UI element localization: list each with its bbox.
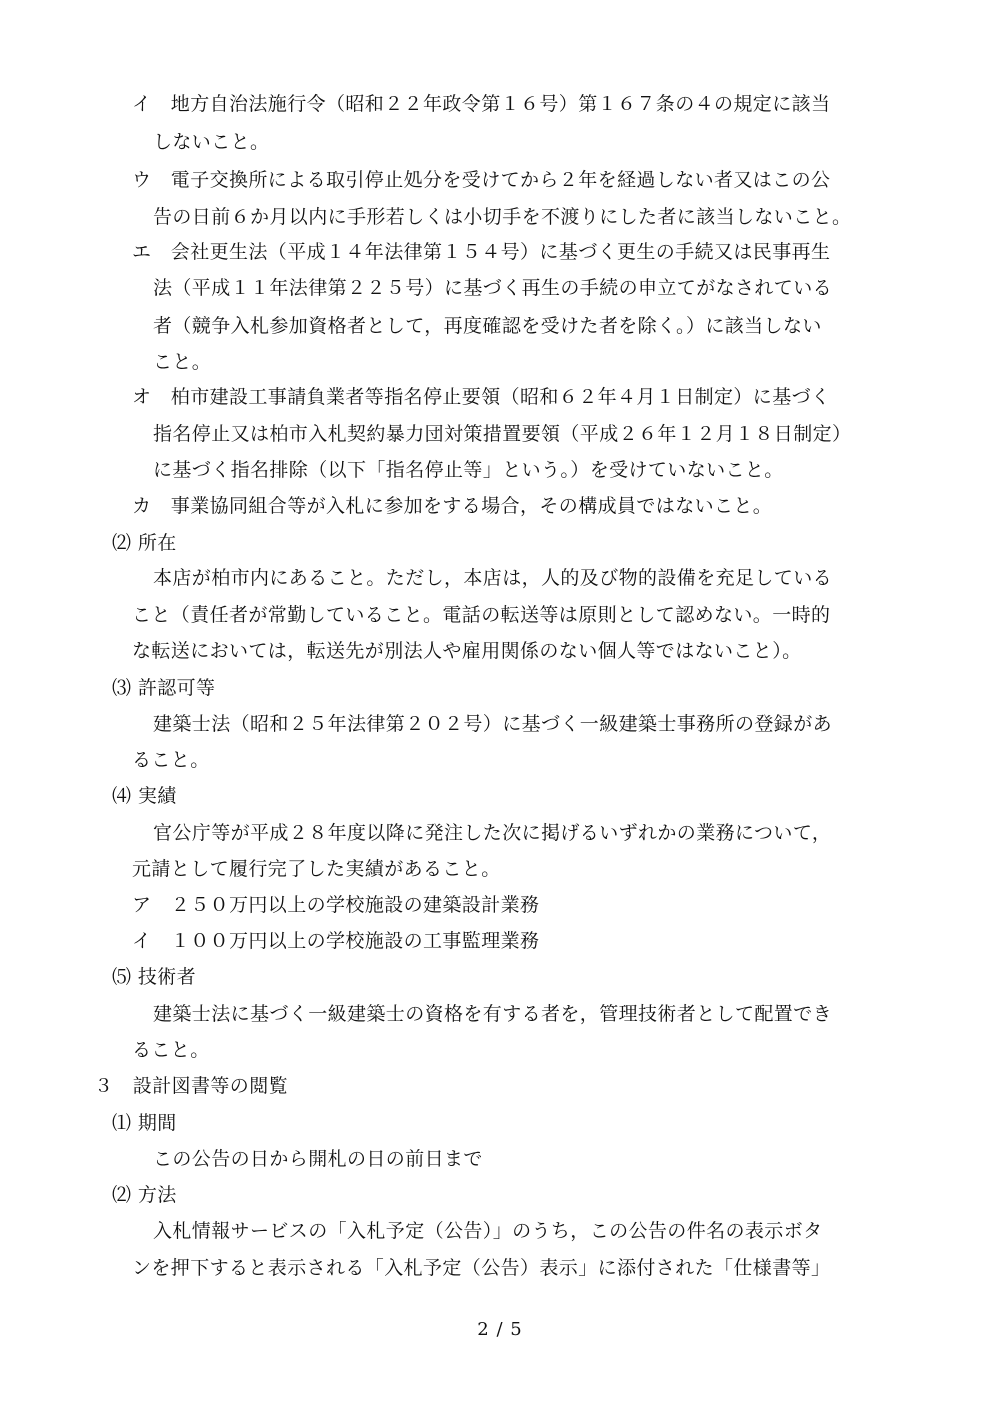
section-3-heading: ⑶ 許認可等 [112,677,216,699]
item-e-line-1: エ 会社更生法（平成１４年法律第１５４号）に基づく更生の手続又は民事再生 [132,241,831,263]
item-e-line-3: 者（競争入札参加資格者として，再度確認を受けた者を除く。）に該当しない [153,315,822,337]
chapter-3-sub-2-line-2: ンを押下すると表示される「入札予定（公告）表示」に添付された「仕様書等」 [132,1257,831,1279]
section-5-line-2: ること。 [132,1039,210,1061]
item-ka-line-1: カ 事業協同組合等が入札に参加をする場合，その構成員ではないこと。 [132,495,773,517]
chapter-3-sub-1-line-1: この公告の日から開札の日の前日まで [153,1148,483,1170]
section-5-line-1: 建築士法に基づく一級建築士の資格を有する者を，管理技術者として配置でき [153,1003,833,1025]
item-i-line-2: しないこと。 [153,131,270,153]
item-i-line-1: イ 地方自治法施行令（昭和２２年政令第１６号）第１６７条の４の規定に該当 [132,93,831,115]
item-o-line-3: に基づく指名排除（以下「指名停止等」という。）を受けていないこと。 [153,459,784,481]
section-3-line-2: ること。 [132,749,210,771]
section-3-line-1: 建築士法（昭和２５年法律第２０２号）に基づく一級建築士事務所の登録があ [153,713,833,735]
item-u-line-1: ウ 電子交換所による取引停止処分を受けてから２年を経過しない者又はこの公 [132,169,831,191]
section-4-line-2: 元請として履行完了した実績があること。 [132,858,501,880]
page-number: 2 / 5 [477,1319,523,1340]
section-4-item-i: イ １００万円以上の学校施設の工事監理業務 [132,930,540,952]
item-u-line-2: 告の日前６か月以内に手形若しくは小切手を不渡りにした者に該当しないこと。 [153,206,852,228]
item-e-line-4: こと。 [153,351,212,373]
section-5-heading: ⑸ 技術者 [112,966,197,988]
item-e-line-2: 法（平成１１年法律第２２５号）に基づく再生の手続の申立てがなされている [153,277,833,299]
section-2-line-2: こと（責任者が常勤していること。電話の転送等は原則として認めない。一時的 [132,604,831,626]
section-4-heading: ⑷ 実績 [112,785,177,807]
chapter-3-sub-2-line-1: 入札情報サービスの「入札予定（公告）」のうち，この公告の件名の表示ボタ [153,1220,823,1242]
chapter-3-sub-2-heading: ⑵ 方法 [112,1184,177,1206]
item-o-line-2: 指名停止又は柏市入札契約暴力団対策措置要領（平成２６年１２月１８日制定） [153,423,852,445]
item-o-line-1: オ 柏市建設工事請負業者等指名停止要領（昭和６２年４月１日制定）に基づく [132,386,831,408]
chapter-3-heading: ３ 設計図書等の閲覧 [94,1075,289,1097]
section-2-heading: ⑵ 所在 [112,532,177,554]
section-2-line-3: な転送においては，転送先が別法人や雇用関係のない個人等ではないこと）。 [132,640,802,662]
section-2-line-1: 本店が柏市内にあること。ただし，本店は，人的及び物的設備を充足している [153,567,833,589]
section-4-item-a: ア ２５０万円以上の学校施設の建築設計業務 [132,894,540,916]
chapter-3-sub-1-heading: ⑴ 期間 [112,1112,177,1134]
section-4-line-1: 官公庁等が平成２８年度以降に発注した次に掲げるいずれかの業務について， [153,822,832,844]
